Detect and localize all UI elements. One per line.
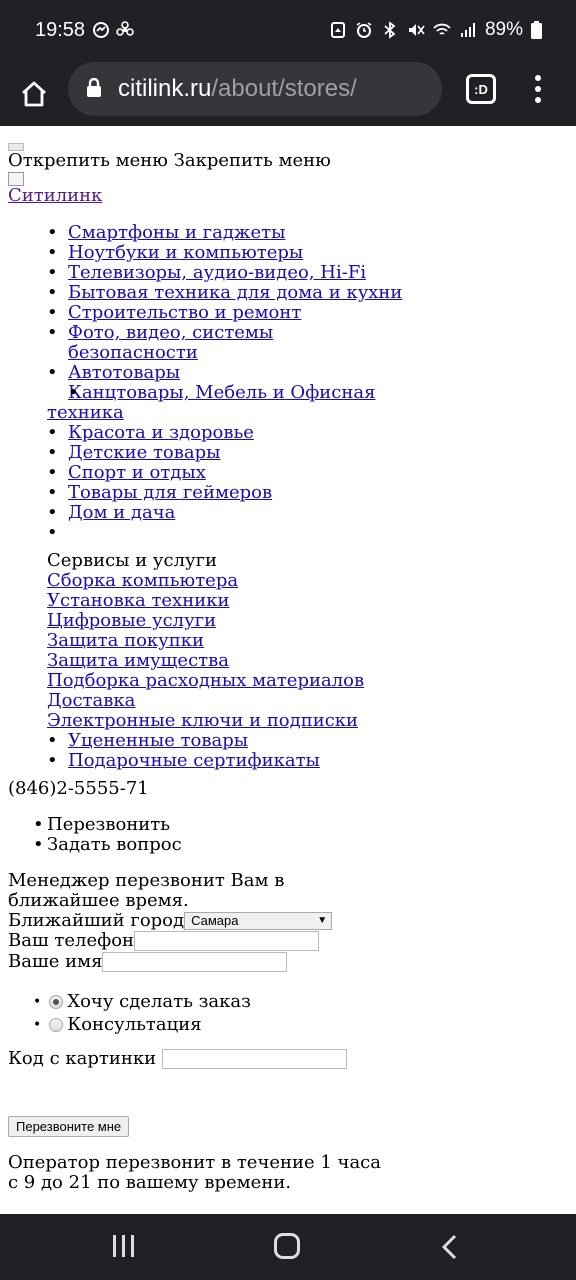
battery-percent: 89% (484, 19, 523, 40)
list-item: • Консультация (33, 1013, 202, 1035)
logo-link[interactable]: Ситилинк (8, 185, 103, 206)
service-link[interactable]: Доставка (47, 690, 136, 711)
url-path: /about/stores/ (211, 75, 357, 102)
broken-logo-image (8, 172, 24, 186)
services-bullet: • (47, 522, 58, 543)
alarm-icon (355, 21, 373, 39)
category-link[interactable]: Автотовары (68, 362, 181, 383)
category-link[interactable]: Ноутбуки и компьютеры (68, 242, 304, 263)
pin-menu-text[interactable]: Закрепить меню (173, 150, 331, 171)
category-link[interactable]: Канцтовары, Мебель и Офисная техника (47, 382, 376, 423)
status-bar (0, 0, 576, 62)
category-list (47, 223, 407, 523)
contact-actions (47, 815, 182, 855)
home-icon (20, 80, 48, 108)
category-link[interactable]: Телевизоры, аудио-видео, Hi-Fi (68, 262, 367, 283)
request-type-options (33, 990, 251, 1036)
status-time: 19:58 (35, 19, 86, 41)
list-item (47, 483, 407, 503)
city-select[interactable] (184, 912, 332, 930)
tab-switcher-button[interactable]: :D (466, 74, 496, 104)
callback-action[interactable]: • Перезвонить (47, 815, 182, 835)
nav-home-button[interactable] (274, 1233, 300, 1259)
list-item (47, 463, 407, 483)
list-item (47, 363, 407, 383)
list-item (47, 263, 407, 283)
phone-number: (846)2-5555-71 (8, 778, 149, 799)
order-radio-label: Хочу сделать заказ (67, 990, 251, 1012)
list-item (47, 223, 407, 243)
service-link[interactable]: Защита покупки (47, 630, 205, 651)
callback-submit-button[interactable]: Перезвоните мне (8, 1116, 129, 1137)
category-link[interactable]: Строительство и ремонт (68, 302, 302, 323)
captcha-row (8, 1049, 347, 1069)
list-item (47, 243, 407, 263)
captcha-label: Код с картинки (8, 1048, 157, 1069)
list-item (47, 443, 407, 463)
signal-icon (459, 21, 477, 39)
list-item (47, 751, 364, 771)
extra-links-list (47, 731, 364, 771)
system-icons (329, 19, 542, 41)
url-text (118, 75, 357, 103)
back-icon[interactable] (440, 1234, 458, 1260)
name-input[interactable] (102, 952, 287, 972)
list-item (47, 303, 407, 323)
browser-toolbar (0, 62, 576, 126)
messenger-notification-icon (92, 21, 110, 39)
system-nav-bar (0, 1214, 576, 1280)
list-item (47, 731, 364, 751)
list-item (47, 323, 407, 363)
mute-icon (407, 21, 425, 39)
category-link[interactable]: Смартфоны и гаджеты (68, 222, 286, 243)
captcha-input[interactable] (162, 1049, 347, 1069)
wifi-icon (433, 21, 451, 39)
service-link[interactable]: Подборка расходных материалов (47, 670, 365, 691)
pin-menu-row (8, 151, 331, 171)
dropdown-arrow-icon: ▼ (317, 915, 328, 926)
phone-row (8, 931, 319, 951)
notification-icons (92, 21, 134, 39)
list-item (47, 383, 407, 423)
service-link[interactable]: Цифровые услуги (47, 610, 217, 631)
phone-input[interactable] (134, 931, 319, 951)
list-item: • Хочу сделать заказ (33, 990, 251, 1012)
gift-cards-link[interactable]: Подарочные сертификаты (68, 750, 320, 771)
list-item (47, 423, 407, 443)
category-link[interactable]: Товары для геймеров (68, 482, 273, 503)
category-link[interactable]: Детские товары (68, 442, 221, 463)
home-button[interactable] (14, 72, 54, 116)
operator-note: Оператор перезвонит в течение 1 часа с 9 до 21 по вашему времени. (8, 1152, 381, 1193)
category-link[interactable]: Фото, видео, системы безопасности (68, 322, 274, 363)
consultation-radio-label: Консультация (67, 1013, 202, 1035)
address-bar[interactable] (68, 62, 442, 116)
services-section (47, 523, 364, 771)
city-row (8, 911, 332, 931)
battery-icon (531, 21, 542, 39)
recent-apps-button[interactable] (113, 1235, 134, 1257)
category-link[interactable]: Бытовая техника для дома и кухни (68, 282, 403, 303)
discount-goods-link[interactable]: Уцененные товары (68, 730, 249, 751)
browser-menu-button[interactable] (528, 72, 548, 106)
page-content (0, 126, 576, 1214)
service-link[interactable]: Защита имущества (47, 650, 229, 671)
ask-question-action[interactable]: • Задать вопрос (47, 835, 182, 855)
city-select-value: Самара (191, 913, 239, 928)
city-label: Ближайший город (8, 910, 185, 931)
services-title: Сервисы и услуги (47, 550, 218, 571)
service-link[interactable]: Электронные ключи и подписки (47, 710, 359, 731)
category-link[interactable]: Спорт и отдых (68, 462, 206, 483)
list-item (47, 503, 407, 523)
unpin-menu-text[interactable]: Открепить меню (8, 150, 168, 171)
callback-notice: Менеджер перезвонит Вам в ближайшее время. (8, 870, 285, 911)
name-label: Ваше имя (8, 951, 103, 972)
bluetooth-icon (381, 21, 399, 39)
service-link[interactable]: Сборка компьютера (47, 570, 239, 591)
order-radio[interactable] (49, 995, 63, 1009)
category-link[interactable]: Дом и дача (68, 502, 176, 523)
phone-label: Ваш телефон (8, 930, 135, 951)
list-item (47, 283, 407, 303)
recycle-icon (329, 21, 347, 39)
lock-icon (86, 78, 102, 98)
name-row (8, 952, 287, 972)
fan-notification-icon (116, 21, 134, 39)
url-host: citilink.ru (118, 75, 212, 102)
consultation-radio[interactable] (49, 1018, 63, 1032)
category-link[interactable]: Красота и здоровье (68, 422, 254, 443)
service-link[interactable]: Установка техники (47, 590, 230, 611)
